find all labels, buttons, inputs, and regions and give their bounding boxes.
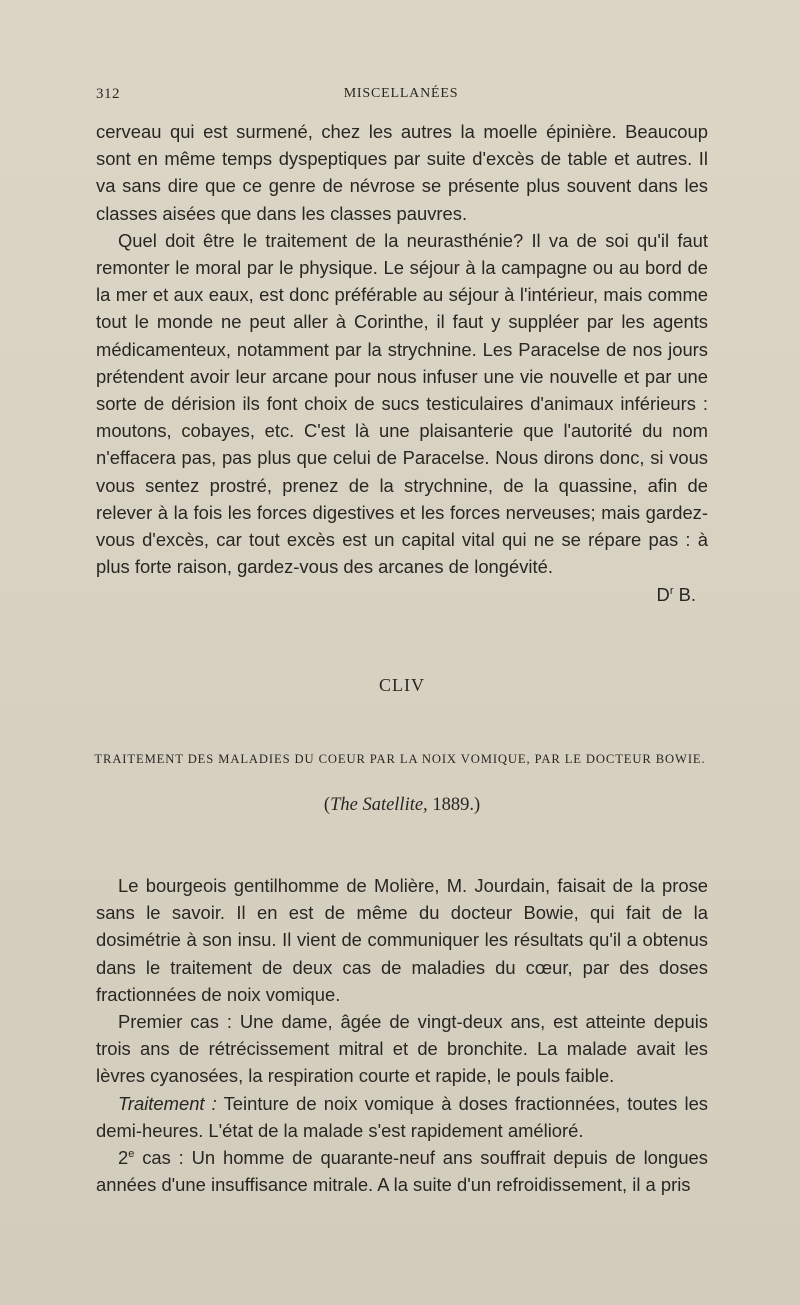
source-citation — [96, 795, 708, 816]
source-open: ( — [323, 795, 331, 815]
running-title: MISCELLANÉES — [343, 86, 459, 101]
source-year: 1889.) — [427, 795, 481, 815]
case-superscript: e — [128, 1147, 135, 1160]
signature-superscript: r — [669, 584, 674, 597]
author-signature — [96, 584, 696, 606]
source-title: The Satellite, — [330, 795, 428, 815]
signature-name: B. — [673, 584, 696, 605]
text-block-neurasthenia — [96, 118, 708, 580]
paragraph: Le bourgeois gentilhomme de Molière, M. Jourdain, faisait de la prose sans le savoir. Il en est de même du docteur Bowie, qui fait de la dosimétrie à son insu. Il vient de communiquer les résultats qu'il a obtenus dans le traitement de deux cas de maladies du cœur, par des doses fractionnées de noix vomique. — [96, 875, 708, 1005]
section-title: TRAITEMENT DES MALADIES DU COEUR PAR LA NOIX VOMIQUE, PAR LE DOCTEUR BOWIE. — [94, 752, 706, 766]
section-number: CLIV — [379, 675, 425, 695]
case-number: 2 — [118, 1147, 129, 1169]
paragraph: Premier cas : Une dame, âgée de vingt-deux ans, est atteinte depuis trois ans de rétrécissement mitral et de bronchite. La malade avait les lèvres cyanosées, la respiration courte et rapide, le pouls faible. — [96, 1011, 708, 1087]
paragraph — [96, 1090, 708, 1144]
page-number: 312 — [96, 86, 120, 102]
signature-prefix: D — [656, 584, 670, 605]
page-header — [96, 86, 706, 108]
paragraph — [96, 1144, 708, 1198]
paragraph: cerveau qui est surmené, chez les autres la moelle épinière. Beaucoup sont en même temps dyspeptiques par suite d'excès de table et autres. Il va sans dire que ce genre de névrose se présente plus souvent dans les classes aisées que dans les classes pauvres. — [96, 121, 708, 224]
case-text: cas : Un homme de quarante-neuf ans souffrait depuis de longues années d'une insuffisance mitrale. A la suite d'un refroidissement, il a pris — [96, 1147, 708, 1196]
treatment-text: Teinture de noix vomique à doses fractionnées, toutes les demi-heures. L'état de la malade s'est rapidement amélioré. — [96, 1092, 708, 1141]
treatment-label: Traitement : — [118, 1092, 217, 1114]
paragraph: Quel doit être le traitement de la neurasthénie? Il va de soi qu'il faut remonter le moral par le physique. Le séjour à la campagne ou au bord de la mer et aux eaux, est donc préférable au séjour à l'intérieur, mais comme tout le monde ne peut aller à Corinthe, il faut y suppléer par les agents médicamenteux, notamment par la strychnine. Les Paracelse de nos jours prétendent avoir leur arcane pour nous infuser une vie nouvelle et par une sorte de dérision ils font choix de sucs testiculaires d'animaux inférieurs : moutons, cobayes, etc. C'est là une plaisanterie que l'autorité du nom n'effacera pas, pas plus que celui de Paracelse. Nous dirons donc, si vous vous sentez prostré, prenez de la strychnine, de la quassine, afin de relever à la fois les forces digestives et les forces nerveuses; mais gardez-vous d'excès, car tout excès est un capital vital qui ne se répare pas : à plus forte raison, gardez-vous des arcanes de longévité. — [96, 229, 708, 578]
text-block-bowie — [96, 872, 708, 1198]
